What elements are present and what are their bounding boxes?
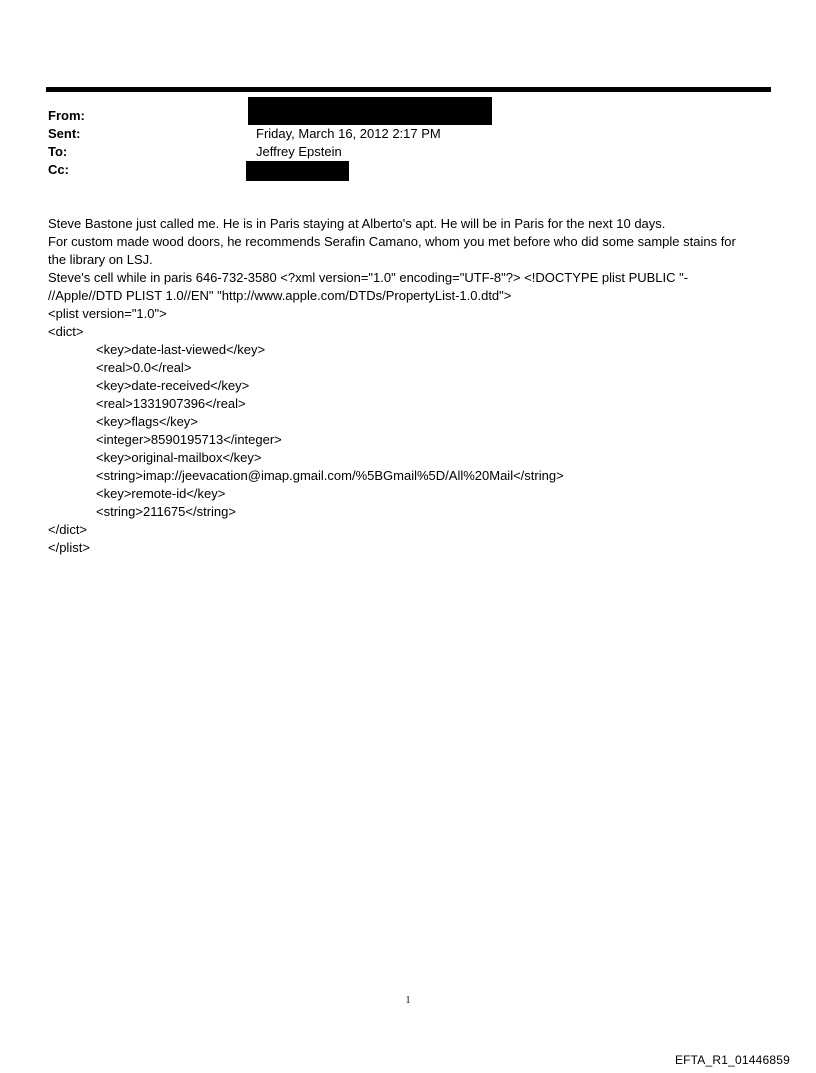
from-label: From:	[48, 108, 85, 123]
body-line: <dict>	[48, 324, 84, 339]
body-line: //Apple//DTD PLIST 1.0//EN" "http://www.apple.com/DTDs/PropertyList-1.0.dtd">	[48, 288, 512, 303]
document-id: EFTA_R1_01446859	[674, 1053, 790, 1067]
plist-line: <string>imap://jeevacation@imap.gmail.com/%5BGmail%5D/All%20Mail</string>	[96, 468, 564, 483]
sent-label: Sent:	[48, 126, 81, 141]
to-value: Jeffrey Epstein	[256, 144, 342, 159]
plist-line: <key>flags</key>	[96, 414, 198, 429]
closing-line: </dict>	[48, 522, 88, 537]
cc-redaction	[246, 161, 349, 181]
closing-line: </plist>	[48, 540, 90, 555]
body-line: the library on LSJ.	[48, 252, 153, 267]
plist-line: <real>1331907396</real>	[96, 396, 246, 411]
body-line: Steve Bastone just called me. He is in Paris staying at Alberto's apt. He will be in Paris for the next 10 days.	[48, 216, 666, 231]
plist-line: <integer>8590195713</integer>	[96, 432, 282, 447]
page-number: 1	[405, 995, 411, 1006]
plist-line: <key>remote-id</key>	[96, 486, 226, 501]
from-redaction	[248, 97, 492, 125]
body-line: Steve's cell while in paris 646-732-3580 <?xml version="1.0" encoding="UTF-8"?> <!DOCTYPE plist PUBLIC "-	[48, 270, 689, 285]
body-line: For custom made wood doors, he recommends Serafin Camano, whom you met before who did some sample stains for	[48, 234, 736, 249]
cc-label: Cc:	[48, 162, 69, 177]
sent-value: Friday, March 16, 2012 2:17 PM	[256, 126, 441, 141]
plist-line: <key>date-last-viewed</key>	[96, 342, 266, 357]
to-label: To:	[48, 144, 68, 159]
header-rule	[46, 87, 771, 92]
plist-line: <string>211675</string>	[96, 504, 236, 519]
plist-line: <key>date-received</key>	[96, 378, 250, 393]
plist-line: <real>0.0</real>	[96, 360, 192, 375]
body-line: <plist version="1.0">	[48, 306, 167, 321]
plist-line: <key>original-mailbox</key>	[96, 450, 262, 465]
